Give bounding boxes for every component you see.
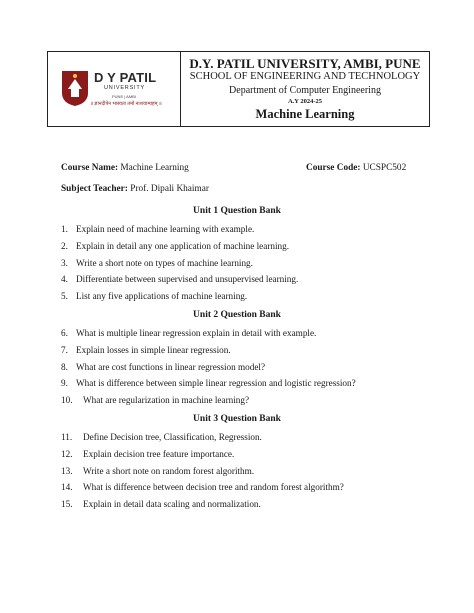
logo-motto: ॥ ज्ञानदीपेन भास्वता तमो नाशयाम्यहम् ॥ xyxy=(90,102,162,107)
logo-cell xyxy=(48,52,181,126)
course-code-label: Course Code: xyxy=(306,163,361,173)
course-code xyxy=(306,163,406,173)
logo-location: PUNE | AMBI xyxy=(112,94,136,99)
department-name: Department of Computer Engineering xyxy=(229,85,381,96)
question-item: 1. Explain need of machine learning with example. xyxy=(61,224,255,234)
question-item: 4. Differentiate between supervised and unsupervised learning. xyxy=(61,274,299,284)
question-item: 11. Define Decision tree, Classification, Regression. xyxy=(61,432,262,442)
question-item: 5. List any five applications of machine learning. xyxy=(61,291,248,301)
school-name: SCHOOL OF ENGINEERING AND TECHNOLOGY xyxy=(189,71,421,82)
subject-teacher-label: Subject Teacher: xyxy=(61,184,128,194)
unit-2-title: Unit 2 Question Bank xyxy=(193,310,281,320)
unit-1-title: Unit 1 Question Bank xyxy=(193,206,281,216)
subject-teacher-value: Prof. Dipali Khaimar xyxy=(130,184,209,194)
university-emblem-icon xyxy=(60,69,90,107)
logo-name: D Y PATIL xyxy=(94,70,157,85)
question-item: 10. What are regularization in machine learning? xyxy=(61,395,250,405)
question-item: 7. Explain losses in simple linear regression. xyxy=(61,345,231,355)
question-item: 3. Write a short note on types of machine learning. xyxy=(61,258,253,268)
course-name-value: Machine Learning xyxy=(120,163,189,173)
title-cell xyxy=(181,52,429,126)
question-item: 12. Explain decision tree feature importance. xyxy=(61,449,235,459)
course-name xyxy=(61,163,189,173)
question-item: 6. What is multiple linear regression explain in detail with example. xyxy=(61,328,317,338)
unit-3-title: Unit 3 Question Bank xyxy=(193,414,281,424)
logo-sub: UNIVERSITY xyxy=(104,85,146,91)
course-name-label: Course Name: xyxy=(61,163,119,173)
question-item: 2. Explain in detail any one application of machine learning. xyxy=(61,241,290,251)
course-code-value: UCSPC502 xyxy=(362,163,407,173)
question-item: 8. What are cost functions in linear regression model? xyxy=(61,362,266,372)
question-item: 15. Explain in detail data scaling and normalization. xyxy=(61,499,261,509)
academic-year: A.Y 2024-25 xyxy=(287,98,323,105)
question-item: 9. What is difference between simple linear regression and logistic regression? xyxy=(61,378,356,388)
question-item: 14. What is difference between decision tree and random forest algorithm? xyxy=(61,482,344,492)
subject-teacher xyxy=(61,184,209,194)
subject-title: Machine Learning xyxy=(255,107,355,121)
university-name: D.Y. PATIL UNIVERSITY, AMBI, PUNE xyxy=(189,56,421,71)
question-item: 13. Write a short note on random forest algorithm. xyxy=(61,466,255,476)
header-box xyxy=(47,51,430,127)
university-logo xyxy=(60,68,168,110)
